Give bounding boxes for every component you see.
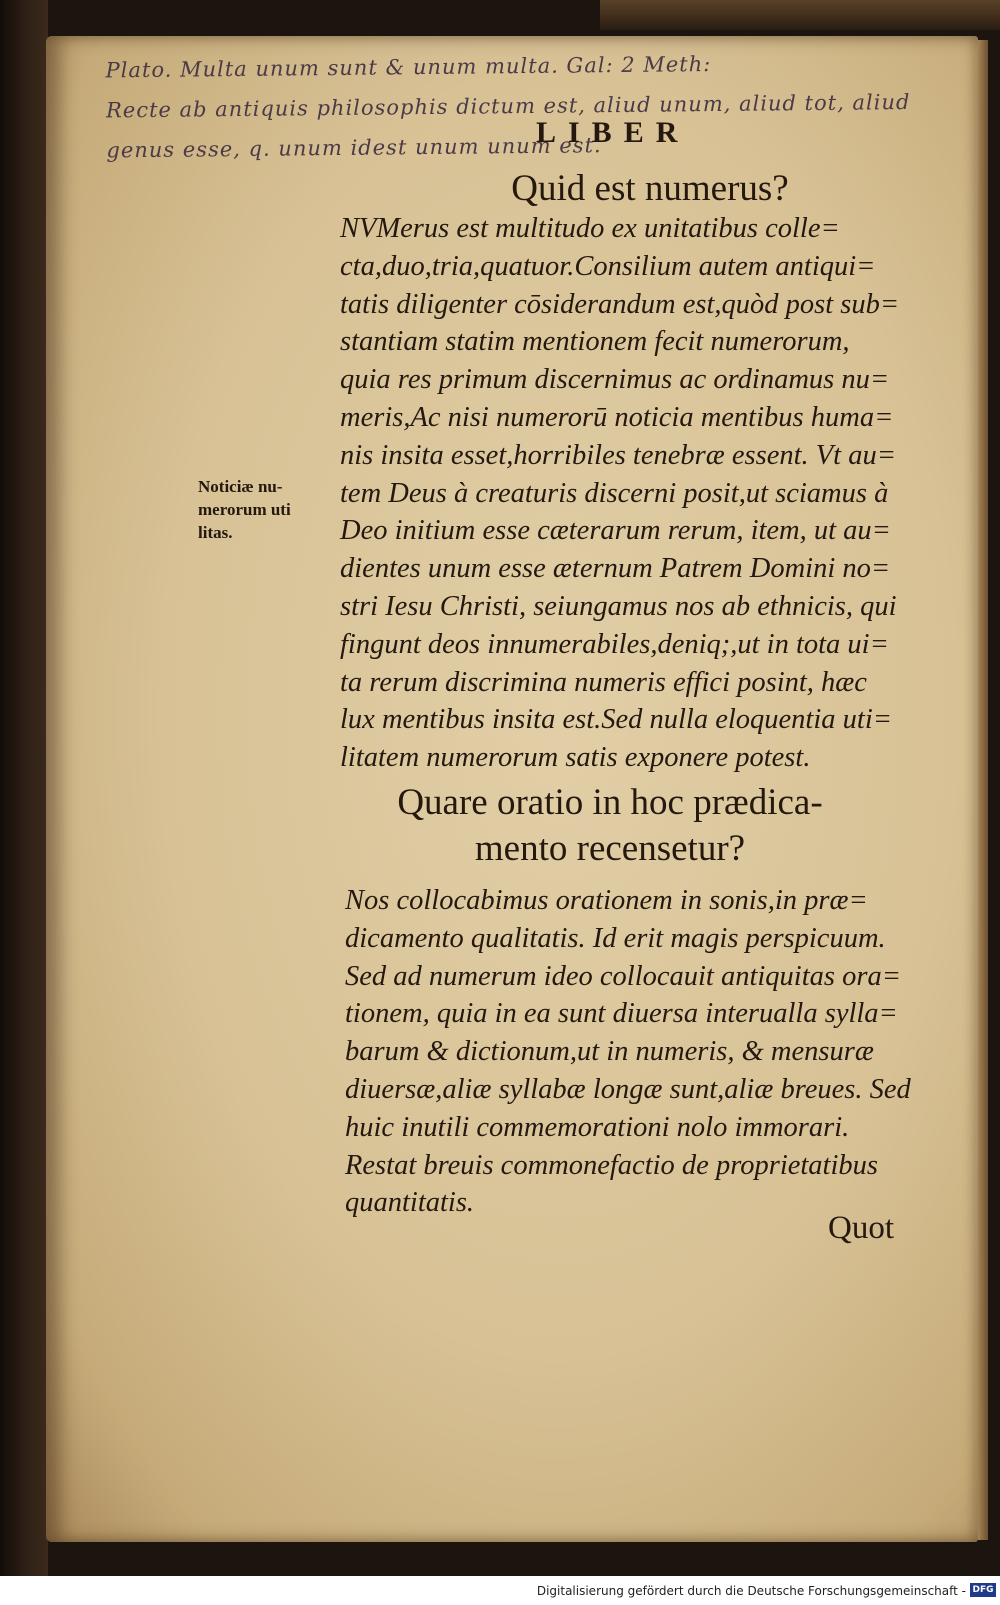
text-line: cta,duo,tria,quatuor.Consilium autem antiqui= [340, 250, 876, 282]
text-line: quia res primum discernimus ac ordinamus nu= [340, 364, 890, 396]
text-line: quantitatis. [345, 1187, 475, 1219]
section-heading-oratio [360, 780, 860, 872]
marginal-line: Noticiæ nu- [198, 477, 283, 496]
text-line: tem Deus à creaturis discerni posit,ut sciamus à [340, 477, 889, 509]
text-line: meris,Ac nisi numerorū noticia mentibus huma= [340, 401, 894, 433]
text-line: nis insita esset,horribiles tenebræ essent. Vt au= [340, 439, 896, 471]
text-line: litatem numerorum satis exponere potest. [340, 742, 811, 774]
annotation-line: Recte ab antiquis philosophis dictum est, aliud unum, aliud tot, aliud [105, 89, 911, 123]
book-binding [0, 0, 48, 1576]
text-line: lux mentibus insita est.Sed nulla eloquentia uti= [340, 704, 892, 736]
section-body-numerus [340, 210, 899, 777]
text-line: dicamento qualitatis. Id erit magis perspicuum. [345, 922, 886, 954]
handwritten-annotation [105, 42, 946, 171]
annotation-line: Plato. Multa unum sunt & unum multa. Gal: 2 Meth: [105, 52, 712, 83]
text-line: Sed ad numerum ideo collocauit antiquitas ora= [345, 960, 901, 992]
text-line: diuersæ,aliæ syllabæ longæ sunt,aliæ breues. Sed [345, 1073, 911, 1105]
page-edge [978, 40, 988, 1540]
text-line: tionem, quia in ea sunt diuersa interualla sylla= [345, 998, 898, 1030]
running-head: LIBER [536, 116, 690, 149]
book-cover-edge [600, 0, 1000, 30]
text-line: Nos collocabimus orationem in sonis,in præ= [345, 885, 868, 916]
text-line: ta rerum discrimina numeris effici posint, hæc [340, 666, 867, 698]
text-line: huic inutili commemorationi nolo immorari. [345, 1111, 850, 1143]
text-line: stantiam statim mentionem fecit numerorum, [340, 326, 850, 358]
catchword: Quot [828, 1210, 894, 1246]
heading-line: Quare oratio in hoc prædica- [397, 782, 823, 823]
section-body-oratio [345, 882, 911, 1222]
text-line: NVMerus est multitudo ex unitatibus colle= [340, 213, 840, 244]
text-line: Restat breuis commonefactio de proprietatibus [345, 1149, 878, 1181]
marginal-line: merorum uti [198, 500, 291, 519]
text-line: Deo initium esse cæterarum rerum, item, ut au= [340, 515, 891, 547]
text-line: dientes unum esse æternum Patrem Domini no= [340, 553, 891, 585]
section-heading-numerus: Quid est numerus? [511, 168, 789, 209]
annotation-line: genus esse, q. unum idest unum unum est. [106, 133, 602, 163]
marginal-line: litas. [198, 523, 233, 542]
footer-credit: Digitalisierung gefördert durch die Deutsche Forschungsgemeinschaft - [536, 1584, 966, 1598]
text-line: fingunt deos innumerabiles,deniq;,ut in tota ui= [340, 628, 889, 660]
marginal-note [198, 475, 291, 544]
text-line: barum & dictionum,ut in numeris, & mensuræ [345, 1036, 874, 1068]
text-line: stri Iesu Christi, seiungamus nos ab ethnicis, qui [340, 590, 897, 622]
dfg-logo-icon: DFG [970, 1583, 996, 1597]
heading-line: mento recensetur? [474, 828, 746, 869]
text-line: tatis diligenter cōsiderandum est,quòd post sub= [340, 288, 900, 320]
digitization-footer [0, 1576, 1000, 1605]
